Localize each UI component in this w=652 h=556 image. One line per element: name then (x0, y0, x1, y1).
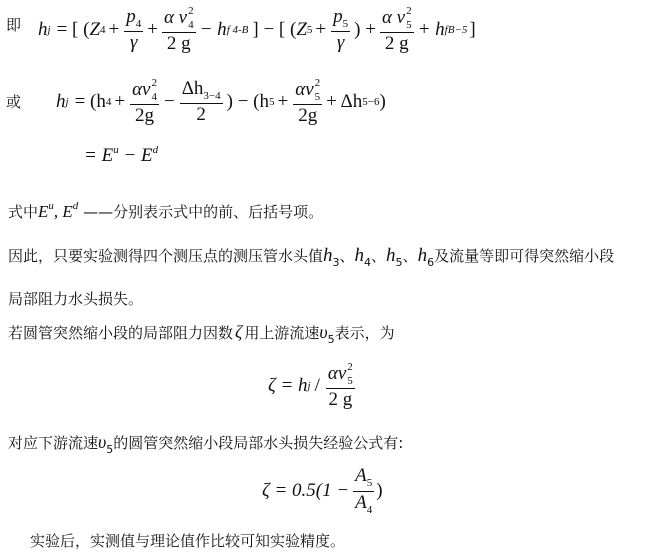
eq2-lhs-sub: j (65, 96, 69, 108)
para1-line2: 局部阻力水头损失。 (8, 290, 144, 308)
para2-text-a: 若圆管突然缩小段的局部阻力因数 (8, 324, 234, 342)
para2-v: υ (319, 322, 328, 342)
eq5-den-sub: 4 (366, 503, 373, 516)
eq2-dh56-sub: 5−6 (362, 96, 380, 108)
eq1-z5-sub: 5 (306, 24, 313, 36)
para1-sep3: 、 (402, 247, 418, 265)
eq2-frac-dh (180, 79, 223, 125)
eq1-v5-sup: 2 (406, 5, 412, 18)
eq1-lhs-sub: j (47, 24, 51, 36)
eq4-sub: j (307, 380, 311, 392)
eq1-p4-sub: 4 (135, 17, 142, 30)
eq1-plus-hf: + h (417, 19, 445, 40)
eq3-sup-d: d (152, 144, 159, 156)
def-comma-e: , E (53, 202, 73, 221)
eq2-two: 2 (196, 104, 206, 126)
eq4-frac (326, 362, 355, 410)
eq4-slash: / (314, 375, 320, 396)
eq5-lhs: ζ = 0.5(1 − (262, 480, 350, 501)
eq2-h5-sub: 5 (269, 96, 275, 108)
eq1-gamma-2: γ (336, 32, 345, 54)
eq2-frac-v5 (293, 78, 322, 126)
para3-text-b: 的圆管突然缩小段局部水头损失经验公式有: (113, 434, 404, 452)
para1-h6-sub: 6 (427, 256, 435, 269)
eq4-num-sup: 2 (347, 361, 353, 374)
para1-h4-sub: 4 (364, 256, 372, 269)
eq1-plus1: + (108, 19, 120, 40)
eq4-zeta-hj: ζ = h (268, 375, 308, 396)
eq1-v4-sub: 4 (188, 19, 194, 32)
def-eu: E (38, 202, 49, 221)
eq1-minus-hf: − h (199, 19, 227, 40)
eq2-plus1: + (114, 91, 126, 112)
eq5-num-sub: 5 (366, 476, 373, 489)
eq1-hf5-sub: fB−5 (444, 24, 468, 36)
eq2-plus-dh: + Δh (326, 91, 363, 112)
label-ji: 即 (6, 16, 22, 34)
para1-sep1: 、 (339, 247, 355, 265)
eq1-alpha-v4: α v (163, 6, 188, 28)
eq4-num: αv (327, 362, 347, 384)
para2-v-sub: 5 (327, 333, 335, 346)
eq2-close: ) (379, 91, 386, 112)
equation-4 (268, 356, 357, 416)
para1-h4: h (354, 245, 365, 266)
def-eu-sup: u (48, 200, 54, 212)
eq2-v4-sup: 2 (151, 77, 157, 90)
para1-text-a: 因此，只要实验测得四个测压点的测压管水头值 (8, 247, 324, 265)
para3-text-a: 对应下游流速 (8, 434, 99, 452)
eq1-p5: p (333, 5, 343, 27)
eq2-open: = (h (74, 91, 106, 112)
eq1-hf-sub: f 4-B (226, 24, 249, 36)
eq2-v5-sup: 2 (314, 77, 321, 90)
eq1-lhs: h (38, 19, 48, 40)
para2-zeta: ζ (235, 322, 243, 342)
paragraph-1 (8, 242, 648, 313)
def-ed-sup: d (72, 200, 79, 212)
para3-v: υ (98, 432, 107, 452)
para1-line1 (8, 242, 648, 277)
eq3-minus-e: − E (118, 145, 153, 166)
eq1-z5: Z (296, 19, 307, 40)
equation-5 (262, 460, 383, 522)
label-huo: 或 (6, 93, 22, 111)
eq2-dh-sub: 3−4 (203, 89, 221, 102)
eq1-plus4: ) + (354, 19, 376, 40)
definition-line (8, 200, 323, 222)
eq1-alpha-v5: α v (381, 6, 406, 28)
eq5-num: A (355, 464, 367, 486)
equation-1 (38, 0, 476, 60)
eq1-plus2: + (147, 19, 158, 40)
eq1-z4: Z (89, 19, 101, 40)
eq3-sup-u: u (113, 144, 119, 156)
equation-2 (56, 72, 386, 132)
para2-text-c: 表示，为 (334, 324, 395, 342)
eq4-den: 2 g (328, 389, 353, 411)
paragraph-3 (8, 432, 403, 456)
eq2-twog-2: 2g (298, 105, 318, 127)
eq3-e-u: = E (84, 145, 114, 166)
def-text: ——分别表示式中的前、后括号项。 (78, 203, 324, 221)
para1-text-b: 及流量等即可得突然缩小段 (434, 247, 615, 265)
def-prefix: 式中 (8, 203, 39, 221)
eq5-frac (353, 466, 374, 516)
eq1-frac-p4 (124, 7, 143, 53)
para1-sep2: 、 (371, 247, 387, 265)
eq5-den: A (355, 491, 367, 513)
para1-h5-sub: 5 (395, 256, 403, 269)
eq2-alpha-v4: αv (132, 78, 151, 100)
para2-text-b: 用上游流速 (244, 324, 320, 342)
para1-h3-sub: 3 (332, 256, 340, 269)
eq2-dh: Δh (181, 77, 204, 99)
eq2-minus: − (163, 91, 175, 112)
eq2-h4-sub: 4 (105, 96, 112, 108)
para1-h5: h (386, 245, 396, 266)
eq1-gamma: γ (129, 32, 138, 54)
eq1-close1: ] − [ ( (252, 19, 297, 40)
closing-line: 实验后，实测值与理论值作比较可知实验精度。 (30, 532, 346, 550)
eq1-p4: p (126, 5, 136, 27)
eq1-open: = [ ( (56, 19, 90, 40)
eq2-twog-1: 2g (135, 105, 155, 127)
eq2-v4-sub: 4 (151, 91, 157, 104)
eq2-mid: ) − (h (226, 91, 270, 112)
para3-v-sub: 5 (106, 443, 114, 456)
eq1-frac-v5 (380, 6, 414, 54)
eq1-v5-sub: 5 (406, 19, 412, 32)
eq1-twog-1: 2 g (166, 33, 191, 55)
eq2-v5-sub: 5 (314, 91, 321, 104)
para1-h6: h (417, 245, 428, 266)
paragraph-2 (8, 322, 395, 346)
eq1-plus3: + (315, 19, 327, 40)
eq2-plus2: + (277, 91, 289, 112)
para1-h3: h (323, 245, 333, 266)
eq1-v4-sup: 2 (188, 5, 194, 18)
eq5-close: ) (376, 480, 383, 501)
eq1-z4-sub: 4 (100, 24, 106, 36)
eq2-lhs: h (56, 91, 66, 112)
eq2-frac-v4 (130, 78, 159, 126)
eq1-frac-v4 (162, 6, 196, 54)
eq1-frac-p5 (331, 7, 350, 53)
eq4-num-sub: 5 (347, 375, 353, 388)
eq2-alpha-v5: αv (295, 78, 314, 100)
eq1-p5-sub: 5 (342, 17, 349, 30)
eq1-close2: ] (469, 19, 476, 40)
equation-3 (84, 144, 158, 167)
eq1-twog-2: 2 g (384, 33, 409, 55)
